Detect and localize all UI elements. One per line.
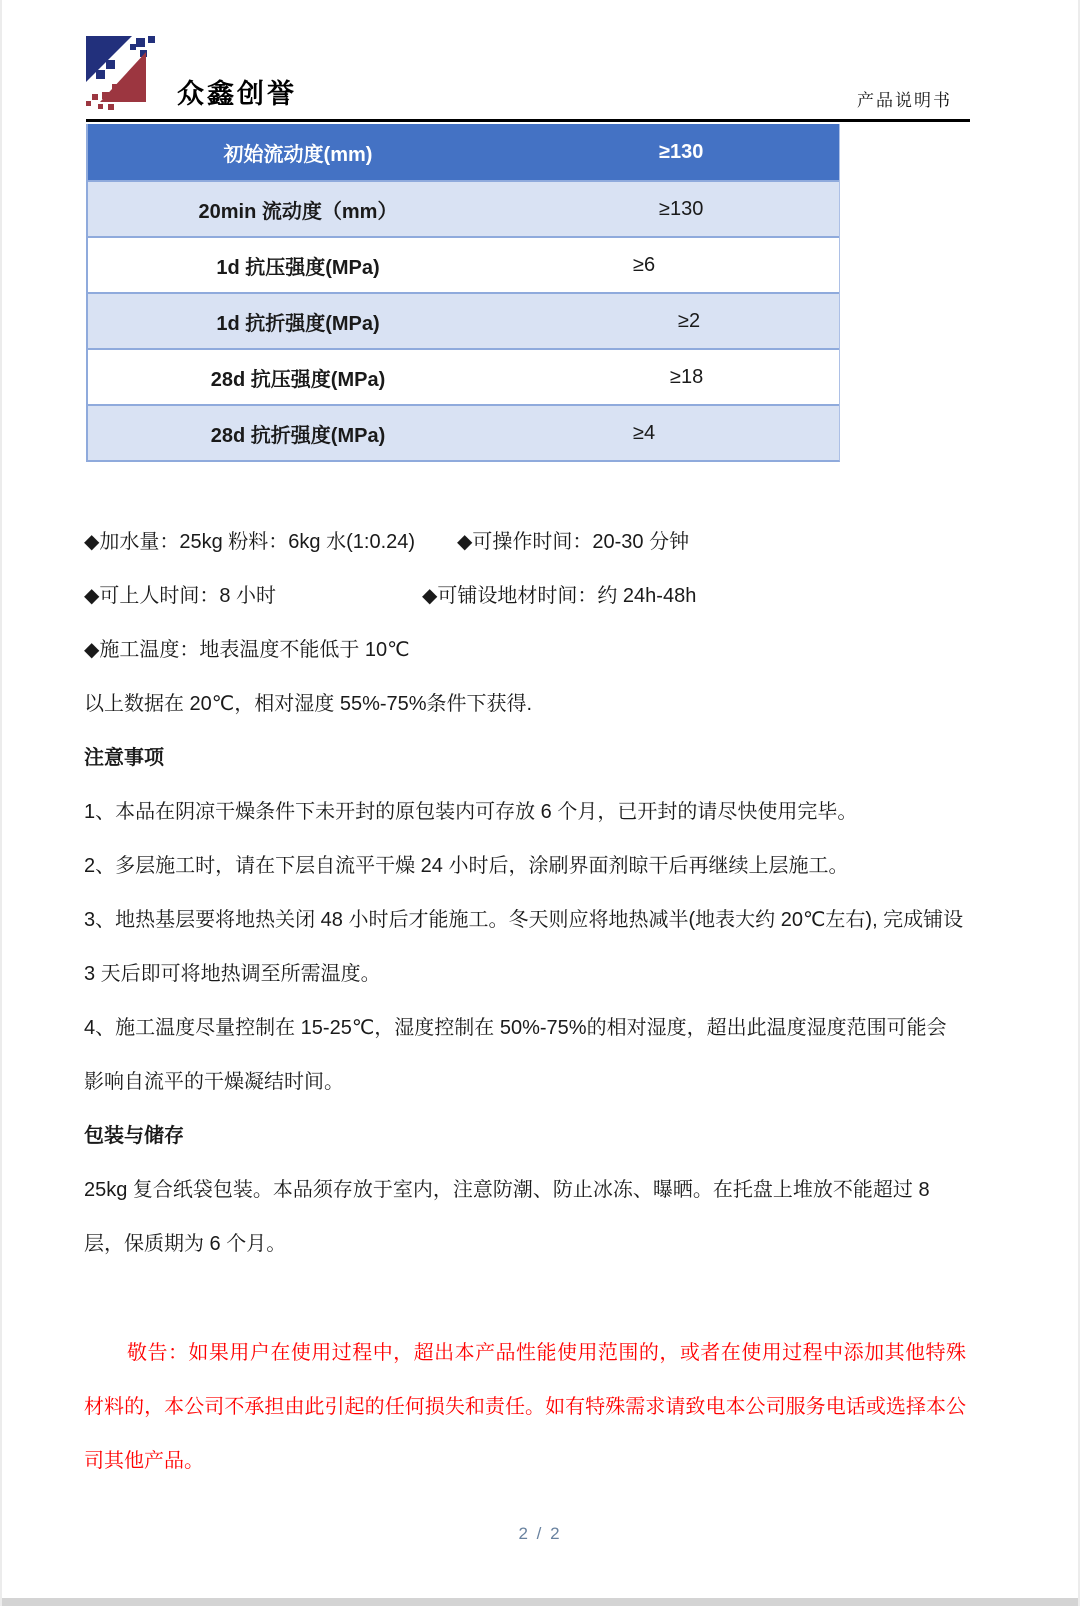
document-body xyxy=(84,515,966,1488)
notes-section-title: 注意事项 xyxy=(84,747,164,769)
spec-value: ≥2 xyxy=(678,309,701,332)
spec-bullet-item: ◆可上人时间：8 小时 xyxy=(84,585,277,607)
note-item: 2、多层施工时，请在下层自流平干燥 24 小时后，涂刷界面剂晾干后再继续上层施工。 xyxy=(84,855,849,877)
spec-value: ≥130 xyxy=(659,140,704,163)
warning-notice: 敬告：如果用户在使用过程中，超出本产品性能使用范围的，或者在使用过程中添加其他特殊材料的，本公司不承担由此引起的任何损失和责任。如有特殊需求请致电本公司服务电话或选择本公司其他产品。 xyxy=(84,1342,966,1472)
spec-bullet-item: ◆加水量：25kg 粉料：6kg 水(1:0.24) xyxy=(84,531,416,553)
note-item: 1、本品在阴凉干燥条件下未开封的原包装内可存放 6 个月，已开封的请尽快使用完毕。 xyxy=(84,801,858,823)
spec-label: 28d 抗折强度(MPa) xyxy=(210,424,386,447)
table-row xyxy=(88,292,839,348)
note-item: 4、施工温度尽量控制在 15-25℃，湿度控制在 50%-75%的相对湿度，超出此温度湿度范围可能会影响自流平的干燥凝结时间。 xyxy=(84,1017,947,1093)
page-bottom-edge xyxy=(2,1598,1078,1606)
spec-conditions-note xyxy=(84,677,966,731)
spec-conditions-text: 以上数据在 20℃，相对湿度 55%-75%条件下获得. xyxy=(84,693,533,715)
table-row xyxy=(88,348,839,404)
spec-label: 1d 抗折强度(MPa) xyxy=(216,312,380,335)
spec-label: 1d 抗压强度(MPa) xyxy=(216,256,380,279)
spec-label: 初始流动度(mm) xyxy=(223,143,373,166)
spec-label: 20min 流动度（mm） xyxy=(198,200,398,223)
company-logo-icon xyxy=(84,36,158,110)
document-type-label: 产品说明书 xyxy=(857,91,952,110)
table-row xyxy=(88,236,839,292)
packaging-section-title: 包装与储存 xyxy=(84,1125,184,1147)
page-number: 2 / 2 xyxy=(518,1524,562,1543)
table-row xyxy=(88,180,839,236)
company-name: 众鑫创誉 xyxy=(177,79,297,109)
spec-label: 28d 抗压强度(MPa) xyxy=(210,368,386,391)
spec-bullet-item: ◆施工温度：地表温度不能低于 10℃ xyxy=(84,639,410,661)
spec-bullet-line xyxy=(84,515,966,569)
spec-table xyxy=(86,124,840,462)
spec-value: ≥130 xyxy=(659,197,704,220)
table-row xyxy=(88,124,839,180)
spec-bullet-item: ◆可操作时间：20-30 分钟 xyxy=(457,531,690,553)
spec-value: ≥18 xyxy=(670,365,704,388)
spec-bullet-line xyxy=(84,623,966,677)
header-divider xyxy=(86,119,970,122)
spec-bullet-line xyxy=(84,569,966,623)
spec-value: ≥6 xyxy=(633,253,656,276)
table-row xyxy=(88,404,839,460)
packaging-text: 25kg 复合纸袋包装。本品须存放于室内，注意防潮、防止冰冻、曝晒。在托盘上堆放不能超过 8 层，保质期为 6 个月。 xyxy=(84,1179,930,1255)
spec-value: ≥4 xyxy=(633,421,656,444)
note-item: 3、地热基层要将地热关闭 48 小时后才能施工。冬天则应将地热减半(地表大约 20℃左右), 完成铺设 3 天后即可将地热调至所需温度。 xyxy=(84,909,964,985)
spec-bullet-item: ◆可铺设地材时间：约 24h-48h xyxy=(422,585,697,607)
